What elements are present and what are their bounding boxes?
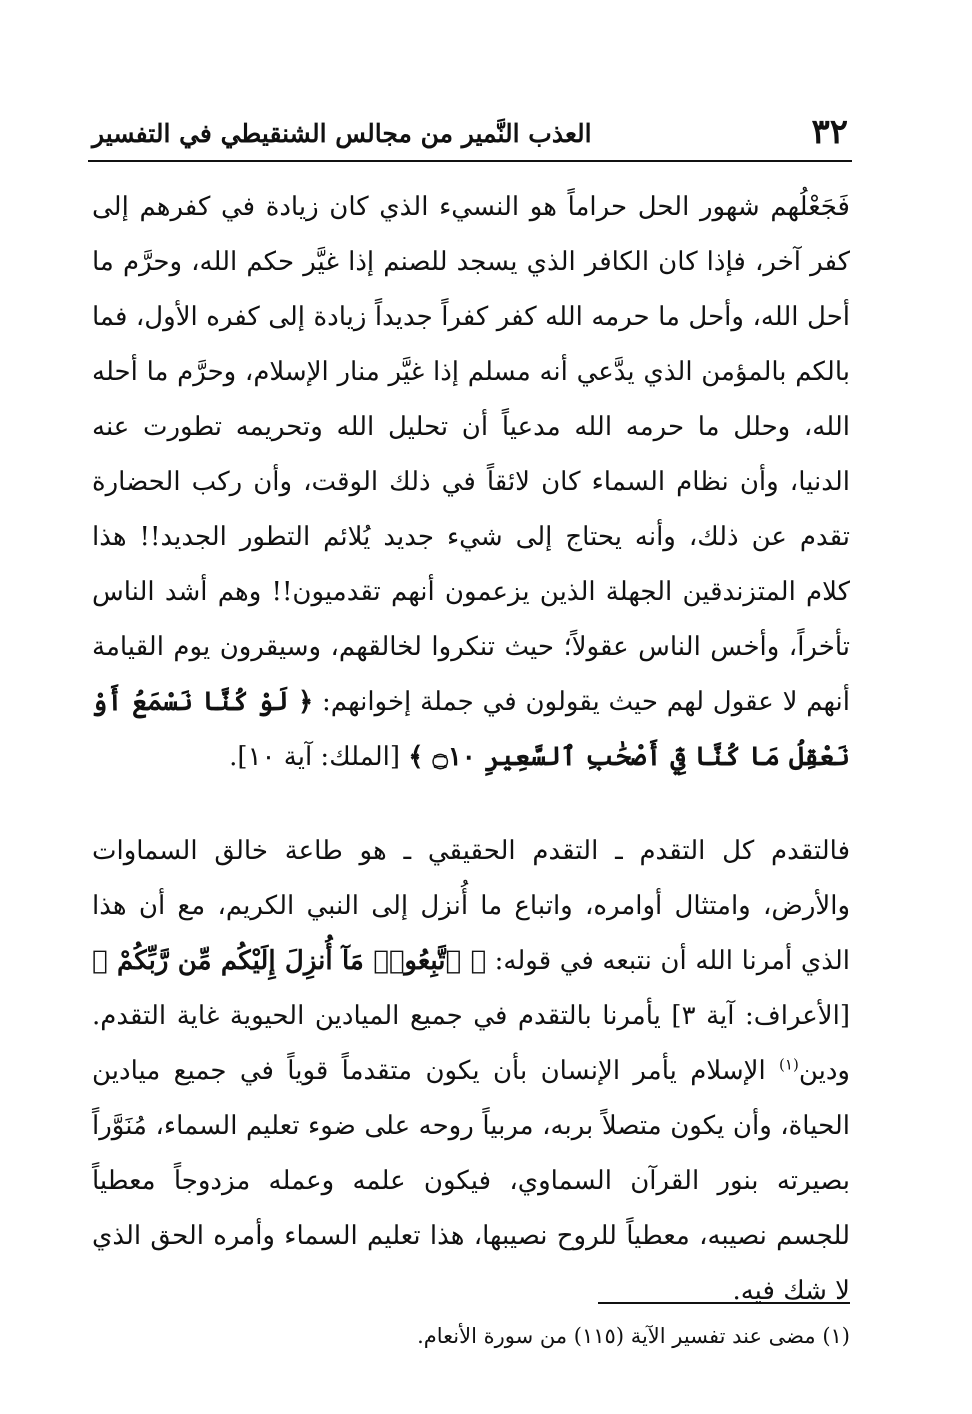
page-header bbox=[88, 108, 852, 162]
footnote-text: مضى عند تفسير الآية (١١٥) من سورة الأنعام. bbox=[417, 1324, 816, 1348]
quran-verse-al-mulk: ﴿ لَوْ كُنَّا نَسْمَعُ أَوْ نَعْقِلُ مَا كُنَّا فِيٓ أَصْحَٰبِ ٱلسَّعِيرِ ۝١٠ ﴾ bbox=[92, 687, 850, 772]
footnote bbox=[92, 1316, 850, 1356]
paragraph-2-text: فالتقدم كل التقدم ـ التقدم الحقيقي ـ هو طاعة خالق السماوات والأرض، وامتثال أوامره، واتباع ما أُنزل إلى النبي الكريم، مع أن هذا الذي أمرنا الله أن نتبعه في قوله: bbox=[92, 836, 850, 976]
quran-verse-al-araf: ﴿ ٱتَّبِعُوا۟ مَآ أُنزِلَ إِلَيْكُم مِّن رَّبِّكُمْ ﴾ bbox=[92, 946, 487, 976]
paragraph-1 bbox=[92, 180, 850, 785]
paragraph-1-text: فَجَعْلُهم شهور الحل حراماً هو النسيء الذي كان زيادة في كفرهم إلى كفر آخر، فإذا كان الكافر الذي يسجد للصنم إذا غيَّر حكم الله، وحرَّم ما أحل الله، وأحل ما حرمه الله كفر كفراً جديداً زيادة إلى كفره الأول، فما بالكم بالمؤمن الذي يدَّعي أنه مسلم إذا غيَّر منار الإسلام، وحرَّم ما أحله الله، وحلل ما حرمه الله مدعياً أن تحليل الله وتحريمه تطورت عنه الدنيا، وأن نظام السماء كان لائقاً في ذلك الوقت، وأن ركب الحضارة تقدم عن ذلك، وأنه يحتاج إلى شيء جديد يُلائم التطور الجديد!! هذا كلام المتزندقين الجهلة الذين يزعمون أنهم تقدميون!! وهم أشد الناس تأخراً، وأخس الناس عقولاً؛ حيث تنكروا لخالقهم، وسيقرون يوم القيامة أنهم لا عقول لهم حيث يقولون في جملة إخوانهم: bbox=[92, 192, 850, 717]
footnote-reference[interactable]: (١) bbox=[779, 1055, 799, 1074]
verse-citation: [الملك: آية ١٠]. bbox=[229, 742, 409, 772]
paragraph-2-end: الإسلام يأمر الإنسان بأن يكون متقدماً قوياً في جميع ميادين الحياة، وأن يكون متصلاً بربه، مربياً روحه على ضوء تعليم السماء، مُنَوَّراً بصيرته بنور القرآن السماوي، فيكون علمه وعمله مزدوجاً معطياً للجسم نصيبه، معطياً للروح نصيبها، هذا تعليم السماء وأمره الحق الذي لا شك فيه. bbox=[92, 1056, 850, 1306]
header-rule bbox=[88, 160, 852, 162]
footnote-rule bbox=[598, 1302, 850, 1304]
footnote-marker: (١) bbox=[822, 1324, 850, 1348]
paragraph-2 bbox=[92, 824, 850, 1319]
running-title: العذب النَّمير من مجالس الشنقيطي في التفسير bbox=[92, 119, 592, 148]
page-number: ٣٢ bbox=[811, 112, 848, 152]
paragraph-2-middle: [الأعراف: آية ٣] يأمرنا بالتقدم في جميع الميادين الحيوية غاية التقدم. ودين bbox=[92, 1001, 851, 1086]
